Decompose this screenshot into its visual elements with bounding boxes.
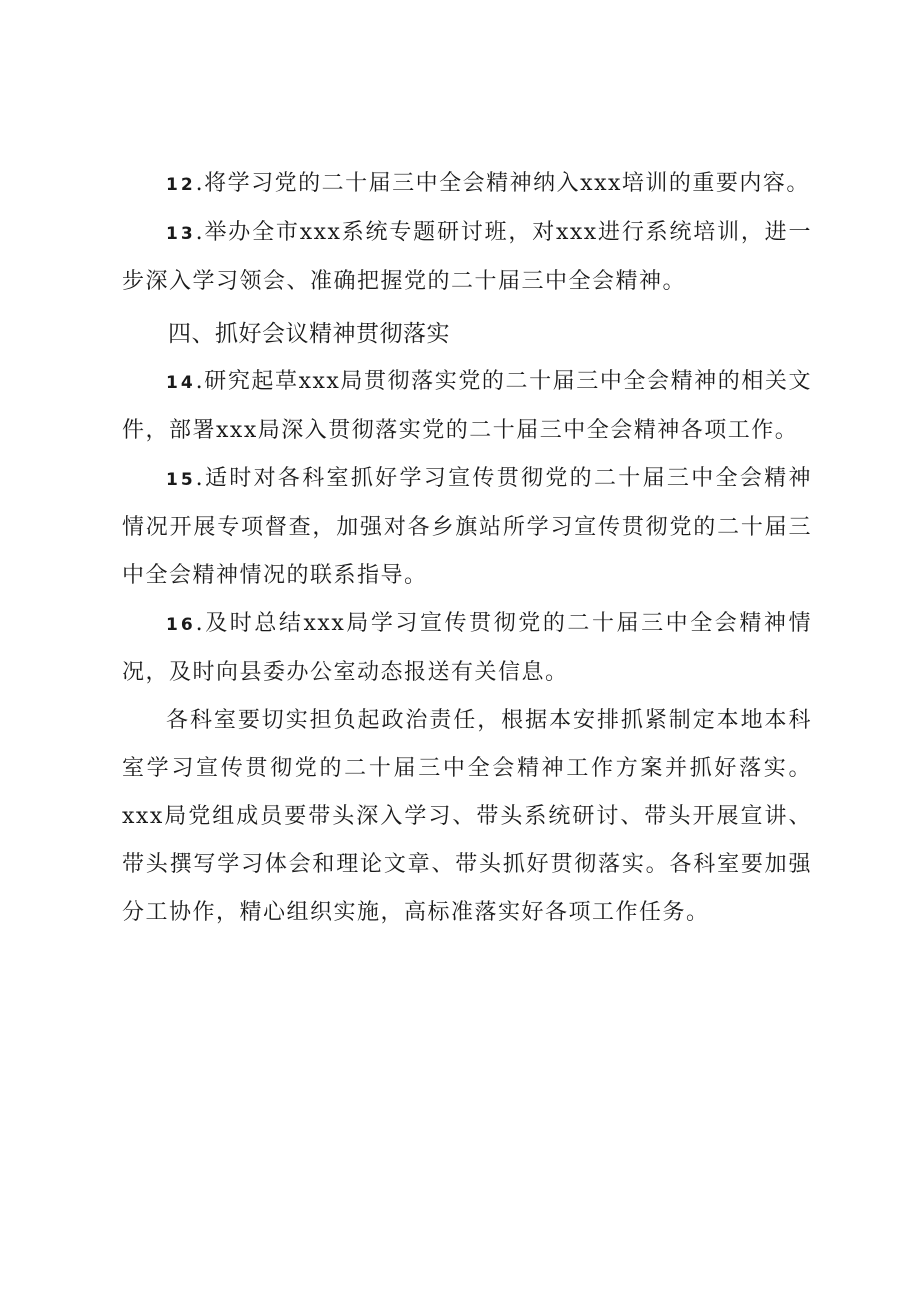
item-number: 13 [166,224,196,244]
closing-paragraph: 各科室要切实担负起政治责任，根据本安排抓紧制定本地本科室学习宣传贯彻党的二十届三中全会精神工作方案并抓好落实。xxx局党组成员要带头深入学习、带头系统研讨、带头开展宣讲、带头撰写学习体会和理论文章、带头抓好贯彻落实。各科室要加强分工协作，精心组织实施，高标准落实好各项工作任务。 [122,708,812,925]
list-item-15 [122,455,812,600]
item-text: .将学习党的二十届三中全会精神纳入xxx培训的重要内容。 [195,171,810,196]
list-item-12 [122,160,812,209]
item-text: .研究起草xxx局贯彻落实党的二十届三中全会精神的相关文件，部署xxx局深入贯彻落实党的二十届三中全会精神各项工作。 [122,369,812,443]
item-text: .举办全市xxx系统专题研讨班，对xxx进行系统培训，进一步深入学习领会、准确把握党的二十届三中全会精神。 [122,220,812,294]
item-text: .及时总结xxx局学习宣传贯彻党的二十届三中全会精神情况，及时向县委办公室动态报送有关信息。 [122,611,812,685]
item-number: 16 [166,615,196,635]
list-item-14 [122,358,812,455]
list-item-13 [122,209,812,306]
item-number: 14 [166,373,196,393]
section-heading: 四、抓好会议精神贯彻落实 [168,321,450,347]
document-body [122,160,812,937]
item-number: 15 [166,470,196,490]
item-text: .适时对各科室抓好学习宣传贯彻党的二十届三中全会精神情况开展专项督查，加强对各乡旗站所学习宣传贯彻党的二十届三中全会精神情况的联系指导。 [122,466,812,588]
list-item-16 [122,600,812,697]
item-number: 12 [166,175,196,195]
